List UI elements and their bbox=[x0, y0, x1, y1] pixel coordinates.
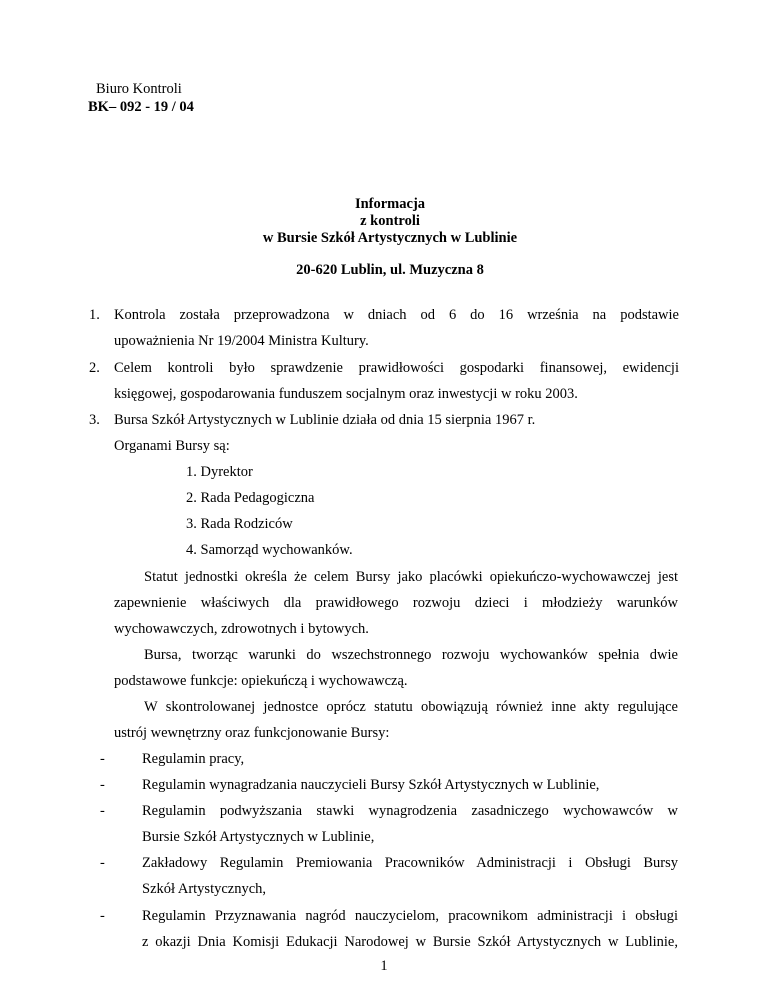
organ-item: 2. Rada Pedagogiczna bbox=[186, 490, 315, 506]
bullet-dash: - bbox=[100, 751, 105, 767]
list-item-number: 1. bbox=[89, 307, 100, 323]
bullet-dash: - bbox=[100, 908, 105, 924]
list-item-text: Kontrola została przeprowadzona w dniach od 6 do 16 września na podstawie bbox=[114, 307, 679, 323]
regulation-line: Szkół Artystycznych, bbox=[142, 881, 267, 897]
list-item-text: księgowej, gospodarowania funduszem socjalnym oraz inwestycji w roku 2003. bbox=[114, 386, 578, 402]
regulation-item bbox=[142, 746, 678, 772]
paragraph bbox=[114, 694, 678, 746]
title-line-1: Informacja bbox=[354, 196, 426, 212]
organs-intro: Organami Bursy są: bbox=[114, 438, 230, 454]
organ-item: 1. Dyrektor bbox=[186, 464, 253, 480]
paragraph-line: ustrój wewnętrzny oraz funkcjonowanie Bursy: bbox=[114, 725, 390, 741]
paragraph-line: Bursa, tworząc warunki do wszechstronnego rozwoju wychowanków spełnia dwie bbox=[144, 647, 678, 663]
regulation-item bbox=[142, 850, 678, 902]
bullet-dash: - bbox=[100, 777, 105, 793]
reference-number: BK– 092 - 19 / 04 bbox=[88, 99, 194, 115]
list-item-text: Celem kontroli było sprawdzenie prawidłowości gospodarki finansowej, ewidencji bbox=[114, 360, 679, 376]
title-line-3: w Bursie Szkół Artystycznych w Lublinie bbox=[262, 230, 518, 246]
regulation-line: Regulamin pracy, bbox=[142, 751, 245, 767]
regulation-item bbox=[142, 772, 678, 798]
regulation-line: Zakładowy Regulamin Premiowania Pracowników Administracji i Obsługi Bursy bbox=[142, 855, 678, 871]
document-title bbox=[0, 196, 768, 247]
regulation-line: Regulamin Przyznawania nagród nauczycielom, pracownikom administracji i obsługi bbox=[142, 908, 678, 924]
regulation-line: Bursie Szkół Artystycznych w Lublinie, bbox=[142, 829, 375, 845]
office-name: Biuro Kontroli bbox=[96, 81, 182, 97]
paragraph-line: zapewnienie właściwych dla prawidłowego rozwoju dzieci i młodzieży warunków bbox=[114, 595, 678, 611]
list-item-text: Bursa Szkół Artystycznych w Lublinie działa od dnia 15 sierpnia 1967 r. bbox=[114, 412, 536, 428]
regulation-item bbox=[142, 903, 678, 955]
list-item bbox=[89, 407, 679, 433]
list-item bbox=[89, 355, 679, 407]
bullet-dash: - bbox=[100, 855, 105, 871]
regulation-line: z okazji Dnia Komisji Edukacji Narodowej w Bursie Szkół Artystycznych w Lublinie, bbox=[142, 934, 678, 950]
list-item bbox=[89, 302, 679, 354]
organ-item: 3. Rada Rodziców bbox=[186, 516, 293, 532]
document-header bbox=[88, 80, 194, 116]
organ-item: 4. Samorząd wychowanków. bbox=[186, 542, 353, 558]
list-item-text: upoważnienia Nr 19/2004 Ministra Kultury. bbox=[114, 333, 369, 349]
paragraph bbox=[114, 642, 678, 694]
regulation-line: Regulamin podwyższania stawki wynagrodzenia zasadniczego wychowawców w bbox=[142, 803, 678, 819]
paragraph-line: W skontrolowanej jednostce oprócz statutu obowiązują również inne akty regulujące bbox=[144, 699, 678, 715]
bullet-dash: - bbox=[100, 803, 105, 819]
list-item-number: 3. bbox=[89, 412, 100, 428]
list-item-number: 2. bbox=[89, 360, 100, 376]
paragraph-line: podstawowe funkcje: opiekuńczą i wychowawczą. bbox=[114, 673, 408, 689]
paragraph bbox=[114, 564, 678, 642]
title-line-2: z kontroli bbox=[360, 213, 420, 229]
paragraph-line: Statut jednostki określa że celem Bursy jako placówki opiekuńczo-wychowawczej jest bbox=[144, 569, 678, 585]
paragraph-line: wychowawczych, zdrowotnych i bytowych. bbox=[114, 621, 369, 637]
regulation-line: Regulamin wynagradzania nauczycieli Bursy Szkół Artystycznych w Lublinie, bbox=[142, 777, 600, 793]
regulation-item bbox=[142, 798, 678, 850]
page-number: 1 bbox=[380, 958, 388, 974]
institution-address: 20-620 Lublin, ul. Muzyczna 8 bbox=[296, 262, 484, 278]
